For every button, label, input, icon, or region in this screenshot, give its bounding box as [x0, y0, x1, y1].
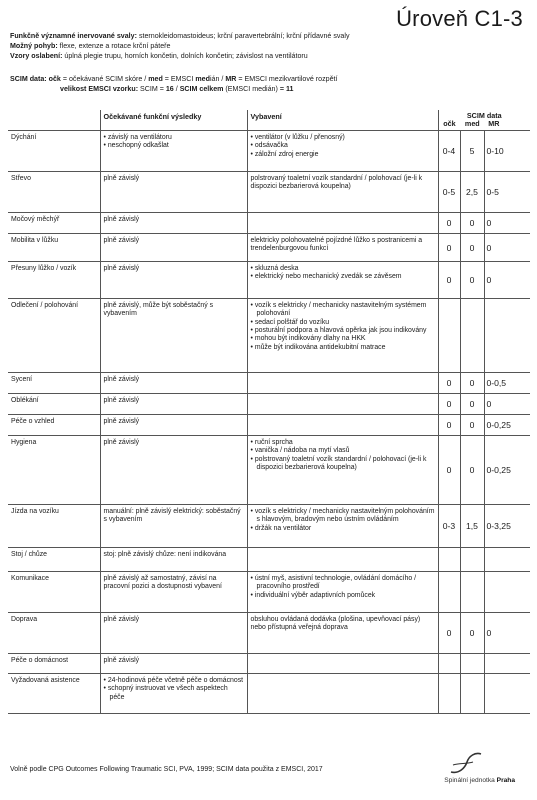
row-ock: 0: [438, 414, 460, 435]
bullet-item: • odsávačka: [251, 142, 435, 150]
row-area: Mobilita v lůžku: [8, 233, 100, 261]
bullet-item: • vozík s elektricky / mechanicky nastavitelným polohováním s hlavovým, bradovým nebo ústním ovládáním: [251, 508, 435, 525]
row-expected: plně závislý: [100, 653, 247, 673]
row-expected: plně závislý: [100, 233, 247, 261]
row-equipment: [247, 504, 438, 547]
table-row: [8, 414, 530, 435]
intro-section: [10, 31, 530, 61]
legend-line: SCIM data: očk = očekávané SCIM skóre / med = EMSCI medián / MR = EMSCI mezikvartilové rozpětí: [10, 75, 338, 83]
table-row: [8, 504, 530, 547]
row-ock: 0-4: [438, 130, 460, 171]
row-expected: plně závislý, může být soběstačný s vybavením: [100, 298, 247, 372]
table-row: [8, 233, 530, 261]
row-mr: [484, 653, 530, 673]
row-area: Hygiena: [8, 435, 100, 504]
footer-source: Volně podle CPG Outcomes Following Traumatic SCI, PVA, 1999; SCIM data použita z EMSCI, 2017: [10, 766, 323, 773]
row-mr: 0-5: [484, 171, 530, 212]
bullet-item: • vozík s elektricky / mechanicky nastavitelným systémem polohování: [251, 302, 435, 319]
row-area: Přesuny lůžko / vozík: [8, 261, 100, 298]
bullet-item: • vanička / nádoba na mytí vlasů: [251, 447, 435, 455]
row-ock: 0: [438, 212, 460, 233]
row-equipment: [247, 130, 438, 171]
scim-legend: [10, 74, 530, 94]
intro-line: Vzory oslabení: úplná plegie trupu, horních končetin, dolních končetin; závislost na ventilátoru: [10, 52, 308, 60]
header-expected: Očekávané funkční výsledky: [100, 110, 247, 130]
bullet-list: [251, 302, 435, 352]
row-area: Odlečení / polohování: [8, 298, 100, 372]
bullet-item: • závislý na ventilátoru: [104, 134, 244, 142]
table-row: [8, 393, 530, 414]
row-area: Dýchání: [8, 130, 100, 171]
row-expected: plně závislý: [100, 393, 247, 414]
row-expected: plně závislý až samostatný, závisí na pracovní pozici a dostupnosti vybavení: [100, 571, 247, 612]
row-expected: plně závislý: [100, 414, 247, 435]
intro-line: Funkčně významné inervované svaly: sternokleidomastoideus; krční paravertebrální; krční přídavné svaly: [10, 32, 350, 40]
table-row: [8, 261, 530, 298]
row-mr: 0: [484, 612, 530, 653]
row-med: [460, 571, 484, 612]
row-expected: plně závislý: [100, 435, 247, 504]
table-row: [8, 372, 530, 393]
row-mr: 0-0,5: [484, 372, 530, 393]
bullet-item: • ventilátor (v lůžku / přenosný): [251, 134, 435, 142]
bullet-item: • elektrický nebo mechanický zvedák se závěsem: [251, 273, 435, 281]
row-expected: plně závislý: [100, 212, 247, 233]
intro-line: Možný pohyb: flexe, extenze a rotace krční páteře: [10, 42, 171, 50]
row-mr: 0-3,25: [484, 504, 530, 547]
row-med: 0: [460, 612, 484, 653]
row-area: Oblékání: [8, 393, 100, 414]
table-row: [8, 130, 530, 171]
row-ock: 0: [438, 612, 460, 653]
row-med: 0: [460, 435, 484, 504]
row-mr: [484, 298, 530, 372]
row-expected: plně závislý: [100, 372, 247, 393]
bullet-list: [251, 134, 435, 159]
bullet-list: [251, 575, 435, 600]
row-equipment: [247, 435, 438, 504]
bullet-list: [104, 134, 244, 151]
bullet-list: [251, 265, 435, 282]
bullet-item: • ruční sprcha: [251, 439, 435, 447]
bullet-item: • skluzná deska: [251, 265, 435, 273]
bullet-item: • mohou být indikovány dlahy na HKK: [251, 335, 435, 343]
row-ock: 0: [438, 393, 460, 414]
row-med: 0: [460, 414, 484, 435]
legend-line: velikost EMSCI vzorku: SCIM = 16 / SCIM celkem (EMSCI medián) = 11: [60, 85, 294, 93]
table-row: [8, 171, 530, 212]
table-row: [8, 435, 530, 504]
row-mr: 0: [484, 212, 530, 233]
row-med: 0: [460, 372, 484, 393]
row-area: Péče o vzhled: [8, 414, 100, 435]
row-equipment: polstrovaný toaletní vozík standardní / polohovací (je-li k dispozici bezbarierová koupelna): [247, 171, 438, 212]
table-row: [8, 547, 530, 571]
bullet-item: • může být indikována antidekubitní matrace: [251, 344, 435, 352]
row-equipment: [247, 547, 438, 571]
row-ock: 0: [438, 435, 460, 504]
row-mr: 0-10: [484, 130, 530, 171]
row-expected: plně závislý: [100, 171, 247, 212]
row-area: Stoj / chůze: [8, 547, 100, 571]
header-scim: [438, 110, 530, 130]
row-mr: 0-0,25: [484, 435, 530, 504]
row-expected: plně závislý: [100, 261, 247, 298]
row-expected: [100, 673, 247, 713]
row-expected: [100, 130, 247, 171]
bullet-item: • 24-hodinová péče včetně péče o domácnost: [104, 677, 244, 685]
row-expected: stoj: plně závislý chůze: není indikována: [100, 547, 247, 571]
row-med: 0: [460, 212, 484, 233]
row-equipment: [247, 298, 438, 372]
table-row: [8, 212, 530, 233]
row-equipment: [247, 261, 438, 298]
row-equipment: [247, 653, 438, 673]
bullet-item: • posturální podpora a hlavová opěrka jak jsou indikovány: [251, 327, 435, 335]
row-ock: 0: [438, 261, 460, 298]
row-equipment: obsluhou ovládaná dodávka (plošina, upevňovací pásy) nebo přístupná veřejná doprava: [247, 612, 438, 653]
bullet-item: • schopný instruovat ve všech aspektech péče: [104, 685, 244, 702]
header-med: med: [464, 119, 480, 129]
row-mr: 0-0,25: [484, 414, 530, 435]
row-area: Doprava: [8, 612, 100, 653]
row-area: Střevo: [8, 171, 100, 212]
outcomes-table: [8, 110, 530, 714]
row-med: [460, 653, 484, 673]
row-med: 5: [460, 130, 484, 171]
row-mr: 0: [484, 261, 530, 298]
row-med: 1,5: [460, 504, 484, 547]
table-row: [8, 653, 530, 673]
table-row: [8, 298, 530, 372]
row-mr: [484, 571, 530, 612]
bullet-item: • ústní myš, asistivní technologie, ovládání domácího / pracovního prostředí: [251, 575, 435, 592]
row-med: 0: [460, 261, 484, 298]
row-area: Jízda na vozíku: [8, 504, 100, 547]
row-ock: [438, 547, 460, 571]
bullet-list: [251, 439, 435, 473]
bullet-list: [251, 508, 435, 533]
row-area: Močový měchýř: [8, 212, 100, 233]
table-row: [8, 673, 530, 713]
row-med: 2,5: [460, 171, 484, 212]
table-row: [8, 571, 530, 612]
row-equipment: elektricky polohovatelné pojízdné lůžko s postranicemi a trendelenburgovou funkcí: [247, 233, 438, 261]
row-ock: [438, 653, 460, 673]
row-ock: 0-5: [438, 171, 460, 212]
row-area: Komunikace: [8, 571, 100, 612]
row-ock: [438, 298, 460, 372]
bullet-item: • sedací polštář do vozíku: [251, 319, 435, 327]
header-ock: očk: [443, 119, 456, 129]
header-equipment: Vybavení: [247, 110, 438, 130]
header-mr: MR: [488, 119, 500, 129]
row-ock: [438, 673, 460, 713]
row-equipment: [247, 212, 438, 233]
row-expected: manuální: plně závislý elektrický: soběstačný s vybavením: [100, 504, 247, 547]
bullet-item: • polstrovaný toaletní vozík standardní / polohovací (je-li k dispozici bezbarierová koupelna): [251, 456, 435, 473]
row-area: Péče o domácnost: [8, 653, 100, 673]
row-area: Vyžadovaná asistence: [8, 673, 100, 713]
row-mr: 0: [484, 233, 530, 261]
row-med: [460, 547, 484, 571]
row-med: 0: [460, 393, 484, 414]
bullet-item: • záložní zdroj energie: [251, 151, 435, 159]
bullet-item: • neschopný odkašlat: [104, 142, 244, 150]
page-title: Úroveň C1-3: [396, 6, 523, 31]
row-equipment: [247, 372, 438, 393]
row-mr: [484, 547, 530, 571]
row-mr: [484, 673, 530, 713]
table-row: [8, 612, 530, 653]
row-ock: 0: [438, 372, 460, 393]
row-med: [460, 673, 484, 713]
table-header-row: [8, 110, 530, 130]
logo-mark-icon: [445, 750, 485, 776]
row-ock: 0-3: [438, 504, 460, 547]
bullet-list: [104, 677, 244, 702]
row-ock: 0: [438, 233, 460, 261]
row-equipment: [247, 414, 438, 435]
row-equipment: [247, 393, 438, 414]
row-ock: [438, 571, 460, 612]
row-mr: 0: [484, 393, 530, 414]
bullet-item: • držák na ventilátor: [251, 525, 435, 533]
row-expected: plně závislý: [100, 612, 247, 653]
logo: [415, 750, 515, 790]
row-equipment: [247, 673, 438, 713]
row-med: [460, 298, 484, 372]
row-equipment: [247, 571, 438, 612]
row-med: 0: [460, 233, 484, 261]
bullet-item: • individuální výběr adaptivních pomůcek: [251, 592, 435, 600]
row-area: Sycení: [8, 372, 100, 393]
logo-text: Spinální jednotka Praha: [444, 777, 515, 784]
scim-title: SCIM data: [466, 111, 502, 120]
header-area: [8, 110, 100, 130]
